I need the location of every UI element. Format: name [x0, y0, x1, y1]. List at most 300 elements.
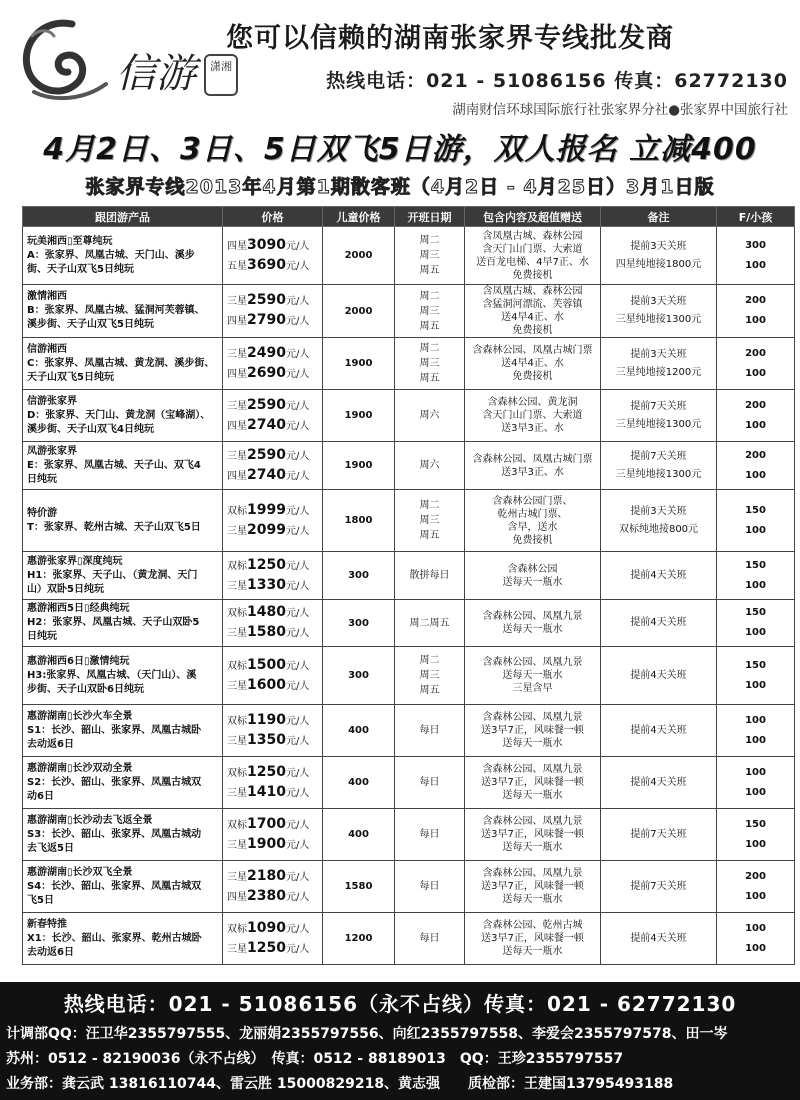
product-line: 特价游 [27, 507, 57, 519]
product-line: S4：长沙、韶山、张家界、凤凰古城双 [27, 880, 202, 892]
price-cell [223, 861, 323, 913]
price-unit: 元/人 [285, 525, 310, 537]
inclusion-line: 含森林公园、凤凰九景 [482, 764, 583, 775]
product-line: 惠游湖南▯长沙火车全景 [27, 710, 133, 722]
departure-day: 周三 [419, 670, 440, 681]
departure-day: 每日 [419, 725, 440, 736]
col-header: F/小孩 [717, 207, 795, 227]
price-line [227, 576, 318, 596]
fk-value: 100 [745, 679, 766, 691]
inclusion-line: 送每天一瓶水 [502, 576, 563, 588]
inclusions-cell [465, 285, 601, 338]
product-line: 飞5日 [27, 894, 54, 906]
departure-day: 周六 [419, 410, 440, 421]
product-line: 步街、天子山双卧6日纯玩 [27, 683, 144, 695]
product-line: 信游张家界 [27, 395, 77, 407]
departure-dates-cell [395, 338, 465, 390]
price-line [227, 676, 318, 696]
price-num: 1500 [247, 656, 286, 673]
price-label: 五星 [227, 260, 247, 272]
price-label: 双标 [227, 923, 247, 935]
product-line: 惠游湖南▯长沙双动全景 [27, 762, 133, 774]
inclusion-line: 三星含早 [512, 683, 553, 694]
note-line: 提前4天关班 [630, 724, 687, 736]
price-label: 三星 [227, 943, 247, 955]
price-line [227, 396, 318, 416]
departure-dates-cell [395, 227, 465, 285]
child-price-cell: 1900 [323, 442, 395, 490]
inclusions-cell [465, 227, 601, 285]
price-num: 1190 [247, 711, 286, 728]
fk-cell [717, 913, 795, 965]
product-cell [23, 757, 223, 809]
fk-cell [717, 227, 795, 285]
price-line [227, 939, 318, 959]
child-price-cell: 300 [323, 600, 395, 647]
inclusion-line: 送3早7正，风味餐一顿 [481, 725, 584, 736]
price-unit: 元/人 [285, 450, 310, 462]
departure-day: 周三 [419, 305, 440, 317]
product-cell [23, 338, 223, 390]
fk-cell [717, 600, 795, 647]
fk-cell [717, 705, 795, 757]
departure-dates-cell [395, 285, 465, 338]
price-label: 三星 [227, 787, 247, 799]
note-line: 提前4天关班 [630, 932, 687, 944]
product-line: T：张家界、乾州古城、天子山双飞5日 [27, 521, 201, 533]
price-cell [223, 227, 323, 285]
fk-value: 100 [745, 838, 766, 850]
price-num: 2490 [247, 344, 286, 361]
price-line [227, 623, 318, 643]
price-unit: 元/人 [285, 923, 310, 935]
product-line: H3:张家界、凤凰古城、（天门山）、溪 [27, 669, 197, 681]
inclusion-line: 含森林公园、凤凰九景 [482, 657, 583, 668]
table-row [23, 552, 795, 600]
inclusions-cell [465, 600, 601, 647]
product-line: 惠游湘西6日▯激情纯玩 [27, 655, 130, 667]
inclusions-cell [465, 338, 601, 390]
product-line: X1：长沙、韶山、张家界、乾州古城卧 [27, 932, 202, 944]
fk-value: 100 [745, 367, 766, 379]
inclusion-line: 送每天一瓶水 [502, 624, 563, 635]
notes-cell [601, 647, 717, 705]
price-line [227, 867, 318, 887]
col-header: 跟团游产品 [23, 207, 223, 227]
inclusion-line: 乾州古城门票、 [497, 508, 568, 520]
product-line: 惠游湖南▯长沙动去飞返全景 [27, 814, 153, 826]
price-cell [223, 338, 323, 390]
logo-seal: 潇湘 [204, 54, 238, 96]
fk-value: 100 [745, 922, 766, 934]
product-cell [23, 490, 223, 552]
fk-value: 150 [745, 659, 766, 671]
price-num: 2790 [247, 312, 286, 328]
product-line: A：张家界、凤凰古城、天门山、溪步 [27, 249, 195, 261]
price-unit: 元/人 [285, 260, 310, 272]
inclusions-cell [465, 552, 601, 600]
product-line: 溪步街、天子山双飞4日纯玩 [27, 423, 154, 435]
fk-value: 200 [745, 870, 766, 882]
departure-day: 每日 [419, 933, 440, 944]
product-cell [23, 390, 223, 442]
price-line [227, 501, 318, 521]
agency-line: 湖南财信环球国际旅行社张家界分社●张家界中国旅行社 [452, 102, 788, 118]
price-line [227, 815, 318, 835]
price-cell [223, 490, 323, 552]
fk-cell [717, 757, 795, 809]
product-line: 日纯玩 [27, 631, 57, 642]
departure-dates-cell [395, 757, 465, 809]
col-header: 开班日期 [395, 207, 465, 227]
price-num: 2180 [247, 867, 286, 884]
inclusions-cell [465, 809, 601, 861]
fk-value: 150 [745, 559, 766, 571]
col-header: 儿童价格 [323, 207, 395, 227]
inclusion-line: 送3早7正，风味餐一顿 [481, 881, 584, 892]
note-line: 提前7天关班 [630, 880, 687, 892]
price-line [227, 656, 318, 676]
inclusion-line: 免费接机 [512, 269, 553, 281]
price-line [227, 887, 318, 907]
note-line: 三星纯地接1300元 [615, 468, 702, 480]
inclusion-line: 含森林公园、乾州古城 [482, 920, 583, 931]
child-price-cell: 2000 [323, 227, 395, 285]
price-label: 三星 [227, 400, 247, 412]
fk-value: 100 [745, 714, 766, 726]
price-label: 三星 [227, 450, 247, 462]
price-unit: 元/人 [285, 580, 310, 592]
departure-dates-cell [395, 552, 465, 600]
product-line: 山）双卧5日纯玩 [27, 583, 104, 595]
notes-cell [601, 227, 717, 285]
child-price-cell: 400 [323, 757, 395, 809]
price-unit: 元/人 [285, 560, 310, 572]
note-line: 提前7天关班 [630, 828, 687, 840]
fk-value: 100 [745, 524, 766, 536]
note-line: 四星纯地接1800元 [615, 258, 702, 270]
price-num: 1250 [247, 763, 286, 780]
price-label: 三星 [227, 680, 247, 692]
price-num: 2690 [247, 364, 286, 381]
product-line: D：张家界、天门山、黄龙洞（宝峰湖）、 [27, 409, 211, 421]
fk-cell [717, 390, 795, 442]
price-unit: 元/人 [285, 296, 310, 307]
footer-suzhou-line: 苏州：0512 - 82190036（永不占线） 传真：0512 - 88189013 QQ：王珍2355797557 [6, 1051, 624, 1067]
edition-subtitle: 张家界专线2013年4月第1期散客班（4月2日 - 4月25日）3月1日版 [85, 176, 715, 198]
price-line [227, 521, 318, 541]
logo-text: 信游 [116, 51, 196, 97]
price-unit: 元/人 [285, 871, 310, 883]
fk-value: 100 [745, 734, 766, 746]
departure-day: 每日 [419, 829, 440, 840]
price-line [227, 416, 318, 436]
table-row [23, 285, 795, 338]
product-line: S2：长沙、韶山、张家界、凤凰古城双 [27, 776, 202, 788]
price-num: 2740 [247, 466, 286, 483]
footer-contacts-line: 计调部QQ：汪卫华2355797555、龙丽娟2355797556、向红2355797558、李爱会2355797578、田一岑 [6, 1026, 728, 1042]
price-unit: 元/人 [285, 839, 310, 851]
price-unit: 元/人 [285, 715, 310, 727]
product-line: 去动返6日 [27, 946, 74, 958]
departure-day: 每日 [419, 777, 440, 788]
price-unit: 元/人 [285, 505, 310, 517]
product-cell [23, 861, 223, 913]
product-cell [23, 705, 223, 757]
price-num: 1600 [247, 676, 286, 693]
departure-day: 周二周五 [409, 617, 450, 629]
child-price-cell: 1580 [323, 861, 395, 913]
inclusions-cell [465, 861, 601, 913]
price-num: 1330 [247, 576, 286, 593]
product-line: S1：长沙、韶山、张家界、凤凰古城卧 [27, 724, 202, 736]
price-unit: 元/人 [285, 735, 310, 747]
price-label: 四星 [227, 470, 247, 482]
price-num: 1250 [247, 939, 286, 956]
product-line: 玩美湘西▯至尊纯玩 [27, 235, 113, 247]
price-label: 双标 [227, 505, 247, 517]
inclusion-line: 送4早4正、水 [501, 358, 564, 369]
departure-day: 周二 [419, 655, 440, 666]
price-unit: 元/人 [285, 368, 310, 380]
product-cell [23, 809, 223, 861]
table-row [23, 705, 795, 757]
price-unit: 元/人 [285, 470, 310, 482]
departure-dates-cell [395, 705, 465, 757]
note-line: 提前4天关班 [630, 669, 687, 681]
inclusion-line: 送百龙电梯、4早7正、水 [476, 256, 589, 268]
fk-value: 200 [745, 399, 766, 411]
inclusion-line: 送每天一瓶水 [502, 670, 563, 681]
col-header: 包含内容及超值赠送 [465, 207, 601, 227]
price-unit: 元/人 [285, 420, 310, 432]
price-label: 双标 [227, 767, 247, 779]
price-label: 三星 [227, 296, 247, 307]
departure-day: 周二 [419, 235, 440, 246]
table-row [23, 913, 795, 965]
product-line: 日纯玩 [27, 473, 57, 485]
footer-business-line: 业务部：龚云武 13816110744、雷云胜 15000829218、黄志强 质检部：王建国13795493188 [6, 1076, 674, 1092]
departure-day: 散拼每日 [409, 570, 450, 581]
departure-dates-cell [395, 861, 465, 913]
table-row [23, 647, 795, 705]
inclusion-line: 免费接机 [512, 534, 553, 546]
inclusions-cell [465, 490, 601, 552]
notes-cell [601, 390, 717, 442]
departure-day: 周五 [419, 265, 440, 276]
inclusions-cell [465, 705, 601, 757]
price-cell [223, 647, 323, 705]
price-label: 双标 [227, 608, 247, 619]
table-row [23, 809, 795, 861]
note-line: 提前7天关班 [630, 450, 687, 462]
fk-value: 300 [745, 239, 766, 251]
table-row [23, 227, 795, 285]
inclusion-line: 送4早4正、水 [501, 312, 564, 323]
inclusion-line: 送3早7正，风味餐一顿 [481, 933, 584, 944]
price-line [227, 603, 318, 623]
inclusion-line: 含森林公园门票、 [492, 495, 573, 507]
price-line [227, 256, 318, 276]
tour-table [22, 206, 795, 965]
price-num: 1250 [247, 556, 286, 573]
price-unit: 元/人 [285, 240, 310, 252]
table-body [23, 227, 795, 965]
price-cell [223, 285, 323, 338]
fk-value: 100 [745, 259, 766, 271]
product-line: 街、天子山双飞5日纯玩 [27, 263, 134, 275]
product-cell [23, 600, 223, 647]
product-line: H1：张家界、天子山、（黄龙洞、天门 [27, 569, 198, 581]
departure-dates-cell [395, 913, 465, 965]
notes-cell [601, 552, 717, 600]
note-line: 三星纯地接1200元 [615, 366, 702, 378]
note-line: 提前4天关班 [630, 617, 687, 628]
col-header: 价格 [223, 207, 323, 227]
inclusion-line: 免费接机 [512, 371, 553, 382]
price-unit: 元/人 [285, 608, 310, 619]
product-line: 信游湘西 [27, 343, 67, 355]
notes-cell [601, 861, 717, 913]
inclusions-cell [465, 647, 601, 705]
inclusion-line: 送3早7正，风味餐一顿 [481, 777, 584, 788]
note-line: 双标纯地接800元 [618, 523, 699, 535]
product-line: E：张家界、凤凰古城、天子山、双飞4 [27, 459, 201, 471]
price-unit: 元/人 [285, 819, 310, 831]
product-line: 去飞返5日 [27, 842, 74, 854]
table-row [23, 861, 795, 913]
price-num: 1090 [247, 919, 286, 936]
price-label: 三星 [227, 348, 247, 360]
product-line: 惠游湘西5日▯经典纯玩 [27, 603, 130, 614]
inclusions-cell [465, 390, 601, 442]
departure-dates-cell [395, 600, 465, 647]
price-num: 2099 [247, 521, 286, 538]
departure-dates-cell [395, 490, 465, 552]
note-line: 提前7天关班 [630, 400, 687, 412]
price-label: 三星 [227, 525, 247, 537]
departure-day: 周五 [419, 530, 440, 541]
table-row [23, 490, 795, 552]
fk-value: 100 [745, 786, 766, 798]
fk-value: 200 [745, 449, 766, 461]
notes-cell [601, 490, 717, 552]
note-line: 提前3天关班 [630, 505, 687, 517]
departure-dates-cell [395, 390, 465, 442]
departure-dates-cell [395, 442, 465, 490]
price-unit: 元/人 [285, 943, 310, 955]
price-cell [223, 600, 323, 647]
child-price-cell: 1900 [323, 390, 395, 442]
departure-day: 周三 [419, 250, 440, 261]
price-line [227, 919, 318, 939]
product-cell [23, 285, 223, 338]
departure-day: 周二 [419, 343, 440, 354]
price-num: 1410 [247, 783, 286, 800]
price-num: 2590 [247, 446, 286, 463]
price-line [227, 731, 318, 751]
notes-cell [601, 442, 717, 490]
note-line: 提前4天关班 [630, 776, 687, 788]
price-label: 三星 [227, 839, 247, 851]
inclusion-line: 含森林公园、凤凰九景 [482, 611, 583, 622]
price-label: 四星 [227, 420, 247, 432]
price-num: 1350 [247, 731, 286, 748]
hotline-top: 热线电话：021 - 51086156 传真：62772130 [326, 70, 788, 92]
notes-cell [601, 705, 717, 757]
inclusion-line: 含森林公园、凤凰九景 [482, 868, 583, 879]
inclusions-cell [465, 442, 601, 490]
fk-cell [717, 285, 795, 338]
inclusion-line: 送每天一瓶水 [502, 790, 563, 801]
departure-day: 每日 [419, 881, 440, 892]
col-header: 备注 [601, 207, 717, 227]
inclusions-cell [465, 913, 601, 965]
logo-swirl-icon [14, 14, 114, 109]
price-cell [223, 705, 323, 757]
price-line [227, 311, 318, 331]
inclusion-line: 含早，送水 [507, 521, 558, 533]
inclusion-line: 含天门山门票、大索道 [482, 410, 583, 421]
price-unit: 元/人 [285, 316, 310, 327]
price-label: 双标 [227, 660, 247, 672]
price-line [227, 291, 318, 311]
price-line [227, 344, 318, 364]
departure-day: 周六 [419, 460, 440, 471]
price-cell [223, 390, 323, 442]
price-num: 2590 [247, 292, 286, 308]
headline: 您可以信赖的湖南张家界专线批发商 [226, 23, 674, 54]
note-line: 提前3天关班 [630, 296, 687, 307]
header [0, 0, 800, 122]
price-cell [223, 552, 323, 600]
price-unit: 元/人 [285, 660, 310, 672]
price-line [227, 236, 318, 256]
fk-cell [717, 647, 795, 705]
departure-day: 周二 [419, 500, 440, 511]
price-line [227, 835, 318, 855]
product-line: S3：长沙、韶山、张家界、凤凰古城动 [27, 828, 202, 840]
product-line: 凤游张家界 [27, 445, 77, 457]
notes-cell [601, 913, 717, 965]
price-label: 四星 [227, 240, 247, 252]
price-num: 1480 [247, 604, 286, 620]
promo-banner: 4月2日、3日、5日双飞5日游，双人报名 立减400 [43, 132, 757, 167]
footer [0, 982, 800, 1100]
fk-value: 100 [745, 469, 766, 481]
inclusion-line: 送3早3正、水 [501, 423, 564, 434]
product-line: 溪步街、天子山双飞5日纯玩 [27, 319, 154, 330]
price-label: 双标 [227, 560, 247, 572]
inclusion-line: 免费接机 [512, 325, 553, 336]
child-price-cell: 1900 [323, 338, 395, 390]
notes-cell [601, 338, 717, 390]
fk-value: 150 [745, 818, 766, 830]
price-unit: 元/人 [285, 767, 310, 779]
price-num: 2740 [247, 416, 286, 433]
fk-cell [717, 809, 795, 861]
price-line [227, 556, 318, 576]
child-price-cell: 1200 [323, 913, 395, 965]
price-label: 三星 [227, 628, 247, 639]
price-cell [223, 442, 323, 490]
product-line: 惠游张家界▯深度纯玩 [27, 555, 123, 567]
table-row [23, 390, 795, 442]
product-line: B：张家界、凤凰古城、猛洞河芙蓉镇、 [27, 305, 205, 316]
price-label: 三星 [227, 871, 247, 883]
price-cell [223, 757, 323, 809]
fk-value: 150 [745, 504, 766, 516]
